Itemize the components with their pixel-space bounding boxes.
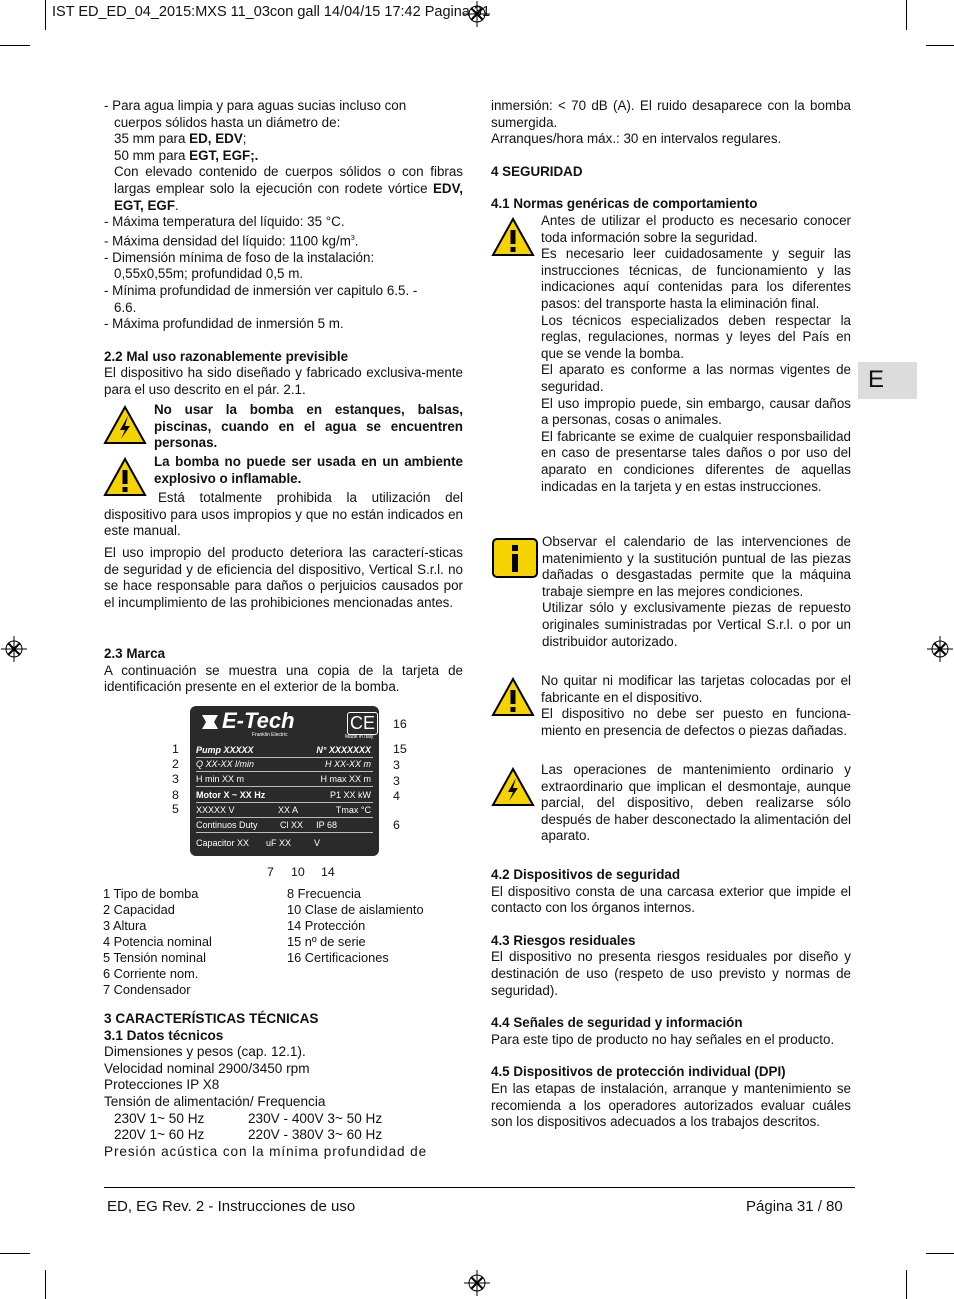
diameter-50: 50 mm para EGT, EGF;. [114, 147, 259, 163]
crop-mark [926, 1253, 954, 1254]
language-tab-label: E [868, 366, 885, 393]
footer-divider [104, 1187, 855, 1188]
info-icon [492, 538, 538, 578]
section-4-5-text: En las etapas de instalación, arranque y mantenimiento se recomienda a los operadores autorizados evaluar cuáles son los dispositivos adecuados a los trabajos descritos. [491, 1080, 851, 1130]
legend-item: 15 nº de serie [287, 934, 366, 949]
tech-protection: Protecciones IP X8 [104, 1077, 220, 1093]
legend-item: 7 Condensador [103, 982, 191, 997]
max-depth: - Máxima profundidad de inmersión 5 m. [104, 316, 344, 332]
section-4-title: 4 SEGURIDAD [491, 163, 583, 179]
footer-page-number: Página 31 / 80 [746, 1198, 843, 1215]
tech-voltage-title: Tensión de alimentación/ Frequencia [104, 1093, 326, 1109]
maintenance-info [542, 534, 851, 650]
plate-warning-p2: El dispositivo no debe ser puesto en funciona-miento en presencia de defectos o piezas dañadas. [541, 706, 851, 738]
language-tab [858, 362, 917, 399]
registration-target-icon [1, 636, 27, 662]
tech-voltage-60: 220V 1~ 60 Hz 220V - 380V 3~ 60 Hz [114, 1127, 383, 1143]
legend-item: 3 Altura [103, 918, 147, 933]
section-2-2-title: 2.2 Mal uso razonablemente previsible [104, 348, 349, 364]
section-4-4-title: 4.4 Señales de seguridad y información [491, 1015, 743, 1031]
section-4-3-text: El dispositivo no presenta riesgos residuales por diseño y destinación de uso (respeto de uso previsto y normas de seguridad). [491, 949, 851, 998]
safety-p6: El fabricante se exime de cualquier responsbailidad en caso de presentarse tales daños o por uso del aparato en condiciones diferentes de aquellas indicadas en la tarjeta y en estas instrucciones. [541, 428, 851, 494]
legend-item: 5 Tensión nominal [103, 950, 206, 965]
plate-label: 3 [172, 772, 179, 786]
plate-row-capacitor: Capacitor XX uF XX V [196, 838, 321, 848]
safety-p4: El aparato es conforme a las normas vigentes de seguridad. [541, 362, 851, 394]
plate-label: 7 [267, 865, 274, 879]
plate-label: 5 [172, 802, 179, 816]
bullet-intro-2: cuerpos sólidos hasta un diámetro de: [114, 114, 341, 130]
plate-label: 15 [393, 742, 407, 756]
plate-warning-p1: No quitar ni modificar las tarjetas colocadas por el fabricante en el dispositivo. [541, 673, 851, 705]
section-3 [104, 1011, 463, 1160]
safety-p3: Los técnicos especializados deben respectar la reglas, regulaciones, normas y leyes del País en que se vende la bomba. [541, 312, 851, 361]
plate-brand-sub: Franklin Electric [252, 732, 288, 738]
plate-warning [541, 673, 851, 739]
plate-label: 1 [172, 742, 179, 756]
crop-mark [0, 1253, 30, 1254]
identification-plate [190, 706, 379, 856]
right-column-top [491, 98, 851, 213]
electrical-hazard-icon [103, 405, 147, 445]
legend-item: 14 Protección [287, 918, 366, 933]
plate-row-pump: Pump XXXXX N° XXXXXXX [196, 743, 373, 758]
legend-item: 10 Clase de aislamiento [287, 902, 424, 917]
warning-explosive: La bomba no puede ser usada en un ambiente explosivo o inflamable. [154, 454, 463, 486]
prohibited-use: Está totalmente prohibida la utilización del dispositivo para usos impropios y que no están indicados en este manual. [104, 490, 463, 539]
crop-mark [926, 45, 954, 46]
plate-brand: E-Tech [222, 708, 295, 733]
max-density: - Máxima densidad del líquido: 1100 $kg/m^3$. [104, 233, 359, 249]
safety-p5: El uso impropio puede, sin embargo, causar daños a personas, cosas o animales. [541, 395, 851, 428]
crop-mark [906, 1270, 907, 1299]
safety-p1: Antes de utilizar el producto es necesario conocer toda información sobre la seguridad. [541, 213, 851, 245]
crop-mark [45, 0, 46, 30]
info-p1: Observar el calendario de las intervenciones de matenimiento y la sustitución puntual de las piezas dañadas o desgastadas permite que la máquina trabaje siempre en las mejores condiciones. [542, 534, 851, 599]
legend-item: 8 Frecuencia [287, 886, 361, 901]
safety-text [541, 213, 851, 495]
general-warning-icon [491, 677, 535, 717]
registration-target-icon [927, 636, 953, 662]
warning-no-persons: No usar la bomba en estanques, balsas, piscinas, cuando en el agua se encuentren personas. [154, 402, 463, 451]
plate-logo-icon [200, 712, 220, 732]
pit-size-2: 0,55x0,55m; profundidad 0,5 m. [114, 266, 304, 282]
plate-row-voltage: XXXXX V XX A Tmax °C [196, 803, 373, 818]
crop-mark [906, 0, 907, 30]
diameter-35: 35 mm para ED, EDV; [114, 131, 247, 147]
plate-label: 3 [393, 758, 400, 772]
starts-text: Arranques/hora máx.: 30 en intervalos regulares. [491, 131, 782, 147]
plate-row-q: Q XX-XX l/min H XX-XX m [196, 757, 373, 772]
tech-voltage-50: 230V 1~ 50 Hz 230V - 400V 3~ 50 Hz [114, 1110, 383, 1126]
plate-legend-left [103, 886, 212, 998]
tech-dimensions: Dimensiones y pesos (cap. 12.1). [104, 1044, 306, 1060]
plate-row-duty: Continuos Duty Cl XX IP 68 [196, 818, 373, 833]
section-4-4-text: Para este tipo de producto no hay señales en el producto. [491, 1031, 835, 1047]
fibras-text: Con elevado contenido de cuerpos sólidos o con fibras largas emplear solo la ejecución con rodete vórtice EDV, EGT, EGF. [114, 164, 463, 213]
general-warning-icon [491, 217, 535, 257]
plate-legend-right [287, 886, 424, 966]
plate-label: 8 [172, 788, 179, 802]
section-3-1-title: 3.1 Datos técnicos [104, 1027, 224, 1043]
max-temp: - Máxima temperatura del líquido: 35 °C. [104, 214, 345, 230]
plate-label: 3 [393, 774, 400, 788]
min-depth: - Mínima profundidad de inmersión ver capitulo 6.5. - [104, 283, 418, 298]
legend-item: 2 Capacidad [103, 902, 175, 917]
footer-left: ED, EG Rev. 2 - Instrucciones de uso [107, 1198, 356, 1215]
min-depth-2: 6.6. [114, 299, 137, 315]
info-p2: Utilizar sólo y exclusivamente piezas de repuesto originales suministradas por Vertical S.r.l. o por un distribuidor autorizado. [542, 600, 851, 649]
section-4-2-title: 4.2 Dispositivos de seguridad [491, 867, 681, 882]
legend-item: 1 Tipo de bomba [103, 886, 199, 901]
section-3-title: 3 CARACTERÍSTICAS TÉCNICAS [104, 1011, 319, 1026]
plate-row-h: H min XX m H max XX m [196, 772, 373, 787]
plate-ce-mark: CE [347, 712, 378, 735]
section-2-2-text: El dispositivo ha sido diseñado y fabricado exclusiva-mente para el uso descrito en el pár. 2.1. [104, 365, 463, 397]
legend-item: 6 Corriente nom. [103, 966, 199, 981]
tech-pressure: Presión acústica con la mínima profundidad de [104, 1143, 428, 1159]
plate-label: 10 [291, 865, 305, 879]
plate-row-motor: Motor X ~ XX Hz P1 XX kW [196, 788, 373, 803]
plate-label: 2 [172, 757, 179, 771]
pit-size: - Dimensión mínima de foso de la instalación: [104, 249, 375, 265]
section-4-3-title: 4.3 Riesgos residuales [491, 932, 636, 948]
crop-mark [45, 1270, 46, 1299]
tech-speed: Velocidad nominal 2900/3450 rpm [104, 1060, 310, 1076]
noise-text: inmersión: < 70 dB (A). El ruido desaparece con la bomba sumergida. [491, 98, 851, 130]
maintenance-warning: Las operaciones de mantenimiento ordinario y extraordinario que implican el desmontaje, aunque parcial, del dispositivo, deben realizarse sólo después de haber desconectado la alimentación del aparato. [541, 762, 851, 844]
improper-use-text: El uso impropio del producto deteriora las caracterí-sticas de seguridad y de eficiencia del dispositivo, Vertical S.r.l. no se hace responsable para daños o perjuicios causados por el incumplimiento de las prohibiciones mencionadas antes. [104, 545, 463, 610]
section-4-2-text: El dispositivo consta de una carcasa exterior que impide el contacto con los órganos internos. [491, 883, 851, 916]
safety-p2: Es necesario leer cuidadosamente y seguir las instrucciones técnicas, de funcionamiento y las indicaciones aquí contenidas para los diferentes pasos: del transporte hasta la eliminación final. [541, 246, 851, 311]
section-4-1-title: 4.1 Normas genéricas de comportamiento [491, 196, 758, 212]
right-column-bottom [491, 851, 851, 1131]
bullet-intro: - Para agua limpia y para aguas sucias incluso con [104, 98, 407, 113]
left-column [104, 98, 463, 399]
section-2-3-text: A continuación se muestra una copia de la tarjeta de identificación presente en el exterior de la bomba. [104, 662, 463, 695]
electrical-hazard-icon [491, 767, 535, 807]
registration-target-icon [464, 1270, 490, 1296]
legend-item: 16 Certificaciones [287, 950, 389, 965]
plate-label: 4 [393, 789, 400, 803]
section-2-3 [104, 646, 463, 696]
crop-mark [0, 45, 30, 46]
legend-item: 4 Potencia nominal [103, 934, 212, 949]
plate-label: 14 [321, 865, 335, 879]
section-4-5-title: 4.5 Dispositivos de protección individual (DPI) [491, 1064, 786, 1080]
slug-header: IST ED_ED_04_2015:MXS 11_03con gall 14/04/15 17:42 Pagina 31 [52, 4, 491, 20]
section-2-3-title: 2.3 Marca [104, 646, 166, 661]
plate-label: 16 [393, 717, 407, 731]
plate-made-in: Made in Italy [345, 734, 374, 740]
plate-label: 6 [393, 818, 400, 832]
